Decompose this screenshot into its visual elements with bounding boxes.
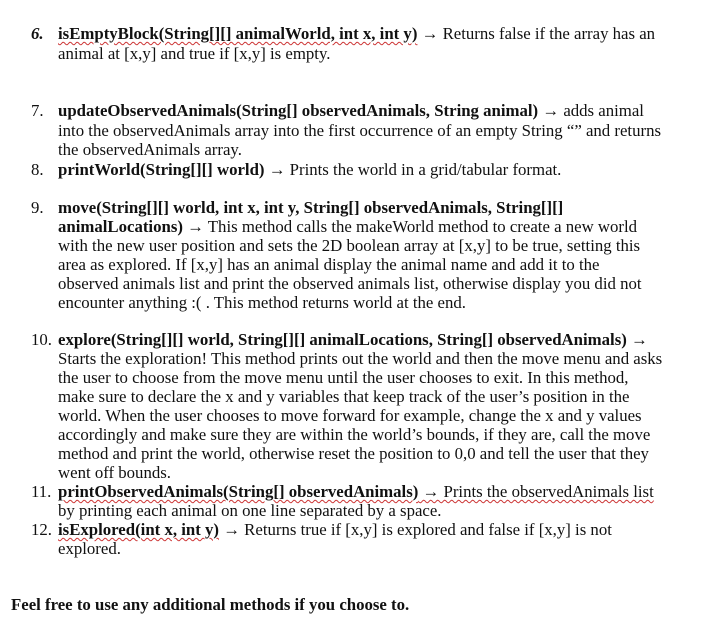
method-description: → This method calls the makeWorld method to create a new world bbox=[182, 217, 638, 236]
item-line: into the observedAnimals array into the first occurrence of an empty String “” and returns bbox=[58, 121, 661, 140]
footer-note: Feel free to use any additional methods if you choose to. bbox=[11, 595, 410, 614]
item-line: the observedAnimals array. bbox=[58, 140, 242, 159]
arrow: → bbox=[626, 330, 648, 349]
item-number: 8. bbox=[31, 160, 44, 179]
item-line bbox=[58, 330, 648, 349]
item-number: 9. bbox=[31, 198, 44, 217]
method-signature: isEmptyBlock(String[][] animalWorld, int x, int y) bbox=[58, 24, 418, 43]
item-number: 10. bbox=[31, 330, 52, 349]
item-line: method and print the world, otherwise reset the position to 0,0 and tell the user that they bbox=[58, 444, 649, 463]
method-signature: isExplored(int x, int y) bbox=[58, 520, 219, 539]
item-line: went off bounds. bbox=[58, 463, 171, 482]
method-description: → Returns true if [x,y] is explored and false if [x,y] is not bbox=[219, 520, 612, 539]
method-description: → adds animal bbox=[538, 101, 644, 120]
item-number: 6. bbox=[31, 24, 44, 43]
item-line: accordingly and make sure they are within the world’s bounds, if they are, call the move bbox=[58, 425, 651, 444]
item-number: 11. bbox=[31, 482, 52, 501]
item-line bbox=[58, 101, 644, 120]
item-line: with the new user position and sets the 2D boolean array at [x,y] to be true, setting this bbox=[58, 236, 641, 255]
item-number: 7. bbox=[31, 101, 44, 120]
method-description: → Returns false if the array has an bbox=[417, 24, 656, 43]
item-number: 12. bbox=[31, 520, 52, 539]
item-line: make sure to declare the x and y variables that keep track of the user’s position in the bbox=[58, 387, 630, 406]
item-line: explored. bbox=[58, 539, 121, 558]
item-line: encounter anything :( . This method returns world at the end. bbox=[58, 293, 466, 312]
method-signature: updateObservedAnimals(String[] observedAnimals, String animal) bbox=[58, 101, 539, 120]
item-line bbox=[58, 24, 655, 43]
item-line bbox=[58, 160, 561, 179]
method-signature: printWorld(String[][] world) bbox=[58, 160, 265, 179]
item-line: area as explored. If [x,y] has an animal display the animal name and add it to the bbox=[58, 255, 600, 274]
method-signature: move(String[][] world, int x, int y, String[] observedAnimals, String[][] bbox=[58, 198, 564, 217]
item-line: world. When the user chooses to move forward for example, change the x and y values bbox=[58, 406, 642, 425]
item-line bbox=[58, 520, 612, 539]
method-signature-cont: animalLocations) bbox=[58, 217, 183, 236]
item-line: by printing each animal on one line separated by a space. bbox=[58, 501, 442, 520]
method-description: → Prints the observedAnimals list bbox=[418, 482, 654, 501]
method-description: → Prints the world in a grid/tabular format. bbox=[264, 160, 562, 179]
item-line: Starts the exploration! This method prints out the world and then the move menu and asks bbox=[58, 349, 663, 368]
method-signature: explore(String[][] world, String[][] animalLocations, String[] observedAnimals) bbox=[58, 330, 627, 349]
item-line: animal at [x,y] and true if [x,y] is empty. bbox=[58, 44, 331, 63]
item-line: observed animals list and print the observed animals list, otherwise display you did not bbox=[58, 274, 642, 293]
item-line: the user to choose from the move menu until the user chooses to exit. In this method, bbox=[58, 368, 629, 387]
item-line bbox=[58, 482, 654, 501]
method-signature: printObservedAnimals(String[] observedAnimals) bbox=[58, 482, 419, 501]
item-line bbox=[58, 217, 637, 236]
